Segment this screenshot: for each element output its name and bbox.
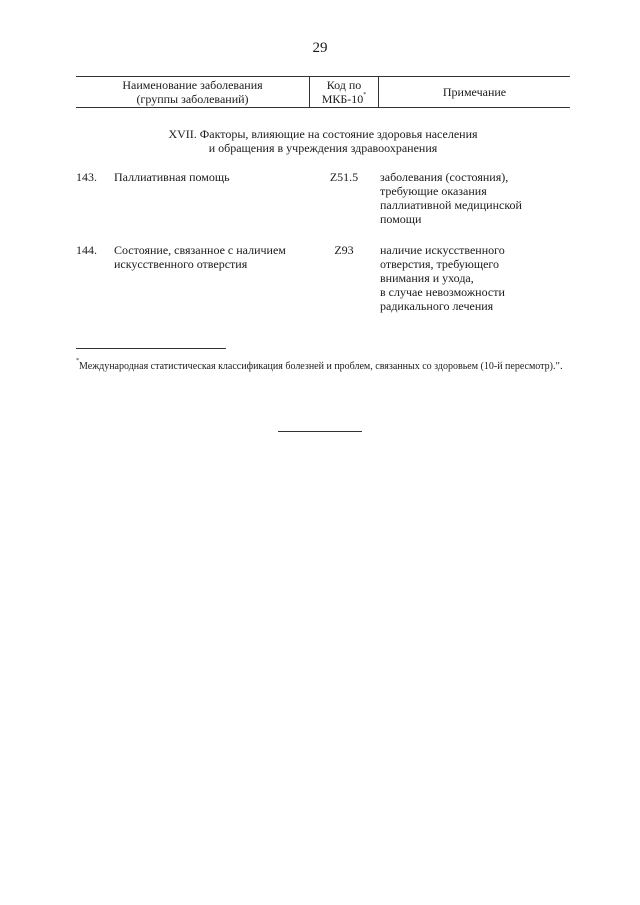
row-note-line: помощи <box>380 212 422 226</box>
footnote-marker: * <box>76 358 79 364</box>
header-code-line1: Код по <box>326 78 362 92</box>
page-number: 29 <box>312 40 328 56</box>
header-name-line2: (группы заболеваний) <box>136 92 249 106</box>
section-heading-line2: и обращения в учреждения здравоохранения <box>208 141 438 155</box>
section-heading-line1: XVII. Факторы, влияющие на состояние здоровья населения <box>168 127 478 141</box>
end-of-document-rule <box>278 431 362 432</box>
row-name <box>114 170 314 184</box>
header-code-line2: МКБ-10 <box>321 92 364 106</box>
row-note <box>380 170 570 226</box>
row-note-line: в случае невозможности <box>380 285 505 299</box>
header-note: Примечание <box>442 85 507 99</box>
table-header <box>76 76 570 108</box>
header-note-column <box>379 77 570 107</box>
row-note <box>380 243 570 313</box>
footnote-closing-quote: ". <box>555 360 563 372</box>
row-name-line: Паллиативная помощь <box>114 170 230 184</box>
row-note-line: требующие оказания <box>380 184 487 198</box>
row-note-line: заболевания (состояния), <box>380 170 509 184</box>
section-heading <box>76 127 570 155</box>
row-note-line: внимания и ухода, <box>380 271 474 285</box>
header-name-column <box>76 77 309 107</box>
row-number: 144. <box>76 243 97 257</box>
row-name-line: Состояние, связанное с наличием <box>114 243 286 257</box>
footnote-divider <box>76 348 226 349</box>
footnote <box>76 358 570 375</box>
row-note-line: паллиативной медицинской <box>380 198 522 212</box>
footnote-text: Международная статистическая классификация болезней и проблем, связанных со здоровьем (10-й пересмотр). <box>79 361 556 372</box>
row-code: Z93 <box>334 243 354 257</box>
header-name-line1: Наименование заболевания <box>122 78 263 92</box>
row-name <box>114 243 314 271</box>
row-code: Z51.5 <box>329 170 359 184</box>
row-number: 143. <box>76 170 97 184</box>
row-note-line: отверстия, требующего <box>380 257 500 271</box>
row-note-line: наличие искусственного <box>380 243 505 257</box>
row-name-line: искусственного отверстия <box>114 257 248 271</box>
header-code-line2-wrap <box>322 92 367 106</box>
header-code-column <box>309 77 379 107</box>
header-code-footnote-marker: * <box>363 92 367 98</box>
row-note-line: радикального лечения <box>380 299 494 313</box>
